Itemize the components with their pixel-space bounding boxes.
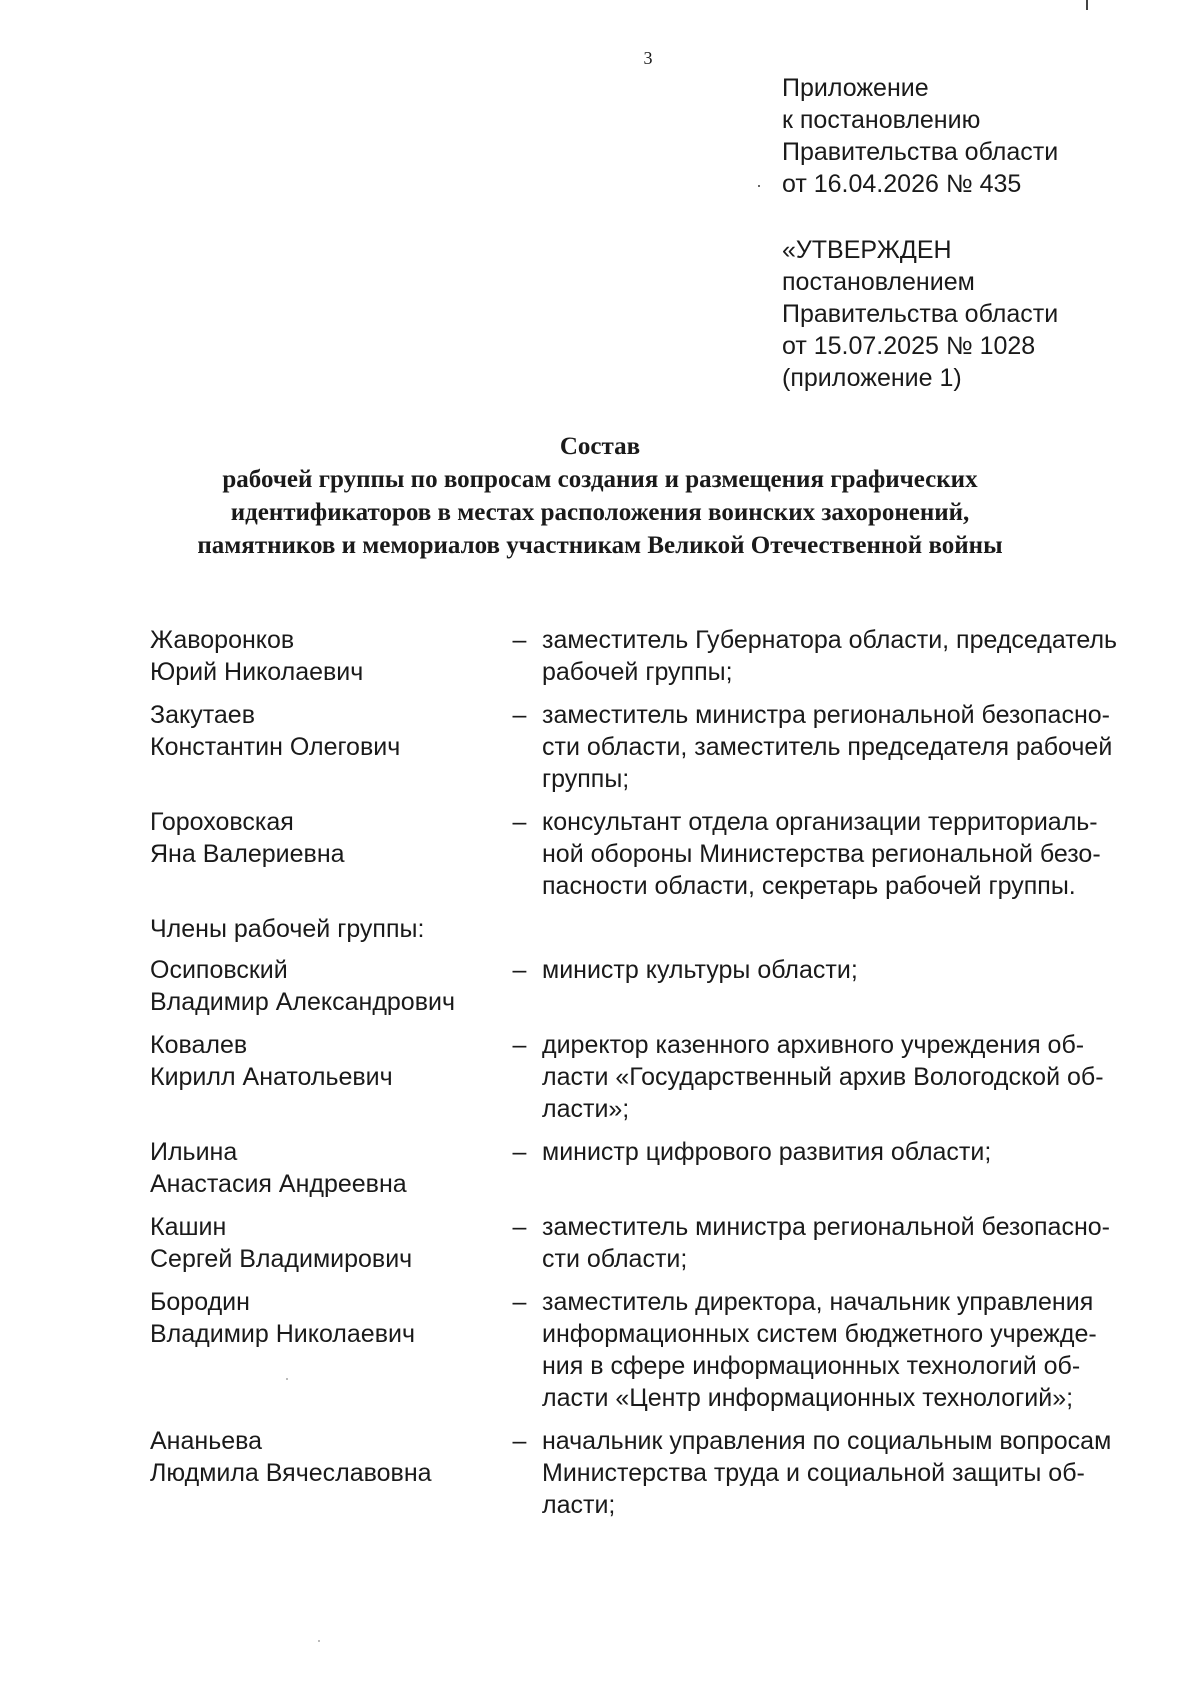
roster-entry	[150, 1136, 1140, 1200]
member-role: директор казенного архивного учреждения об- ласти «Государственный архив Вологодской об- ласти»;	[542, 1031, 1104, 1123]
annex-line: Приложение	[782, 74, 929, 102]
title-line: рабочей группы по вопросам создания и размещения графических	[222, 466, 978, 493]
dash-separator	[505, 699, 534, 731]
annex-line: к постановлению	[782, 106, 981, 134]
member-given-names: Кирилл Анатольевич	[150, 1063, 393, 1091]
member-role: начальник управления по социальным вопросам Министерства труда и социальной защиты об- ласти;	[542, 1427, 1112, 1519]
member-role: заместитель директора, начальник управления информационных систем бюджетного учрежде- ния в сфере информационных технологий об- ласти «Центр информационных технологий»;	[542, 1288, 1097, 1412]
approval-line: (приложение 1)	[782, 364, 962, 392]
dash-separator	[505, 1286, 534, 1318]
dash-separator	[505, 1029, 534, 1061]
member-surname: Ильина	[150, 1138, 238, 1166]
approval-line: «УТВЕРЖДЕН	[782, 236, 952, 264]
roster-entry	[150, 954, 1140, 1018]
page-number: 3	[643, 48, 653, 68]
member-given-names: Анастасия Андреевна	[150, 1170, 407, 1198]
approval-line: от 15.07.2025 № 1028	[782, 332, 1036, 360]
scan-artifact-dot	[318, 1640, 320, 1642]
working-group-roster	[150, 624, 1140, 1532]
scan-artifact-dot	[758, 185, 760, 187]
document-title	[0, 430, 1200, 562]
member-role: министр цифрового развития области;	[542, 1138, 992, 1166]
member-name	[150, 954, 505, 1018]
roster-entry	[150, 1211, 1140, 1275]
scan-corner-mark	[1086, 0, 1088, 10]
member-role: заместитель министра региональной безопасно- сти области, заместитель председателя рабочей группы;	[542, 701, 1113, 793]
title-line: идентификаторов в местах расположения воинских захоронений,	[230, 499, 970, 526]
approval-line: постановлением	[782, 268, 975, 296]
annex-line: от 16.04.2026 № 435	[782, 170, 1022, 198]
title-line: памятников и мемориалов участникам Великой Отечественной войны	[197, 532, 1003, 559]
dash-separator	[505, 1211, 534, 1243]
dash-separator	[505, 1425, 534, 1457]
member-surname: Закутаев	[150, 701, 255, 729]
member-name	[150, 1286, 505, 1350]
members-section-heading: Члены рабочей группы:	[150, 915, 425, 943]
member-given-names: Сергей Владимирович	[150, 1245, 413, 1273]
dash-separator	[505, 806, 534, 838]
member-surname: Гороховская	[150, 808, 294, 836]
member-surname: Ковалев	[150, 1031, 248, 1059]
member-given-names: Яна Валериевна	[150, 840, 345, 868]
member-given-names: Владимир Николаевич	[150, 1320, 415, 1348]
member-name	[150, 1029, 505, 1093]
approval-stamp-block	[782, 234, 1058, 394]
roster-entry	[150, 1286, 1140, 1414]
member-surname: Бородин	[150, 1288, 250, 1316]
member-name	[150, 624, 505, 688]
member-role: заместитель министра региональной безопасно- сти области;	[542, 1213, 1110, 1273]
dash-separator	[505, 954, 534, 986]
roster-entry	[150, 1029, 1140, 1125]
member-name	[150, 1425, 505, 1489]
member-surname: Жаворонков	[150, 626, 295, 654]
member-given-names: Владимир Александрович	[150, 988, 455, 1016]
roster-entry-chair	[150, 624, 1140, 688]
member-surname: Кашин	[150, 1213, 227, 1241]
member-surname: Осиповский	[150, 956, 288, 984]
member-given-names: Людмила Вячеславовна	[150, 1459, 432, 1487]
annex-line: Правительства области	[782, 138, 1059, 166]
member-surname: Ананьева	[150, 1427, 263, 1455]
roster-entry-secretary	[150, 806, 1140, 902]
member-given-names: Юрий Николаевич	[150, 658, 364, 686]
member-role: министр культуры области;	[542, 956, 858, 984]
member-role: консультант отдела организации территориаль- ной обороны Министерства региональной безо- пасности области, секретарь рабочей группы.	[542, 808, 1101, 900]
member-name	[150, 1211, 505, 1275]
member-name	[150, 699, 505, 763]
dash-separator	[505, 1136, 534, 1168]
member-name	[150, 806, 505, 870]
title-heading: Состав	[559, 433, 641, 460]
roster-entry	[150, 1425, 1140, 1521]
dash-separator	[505, 624, 534, 656]
member-name	[150, 1136, 505, 1200]
roster-entry-deputy-chair	[150, 699, 1140, 795]
member-given-names: Константин Олегович	[150, 733, 401, 761]
annex-reference-block	[782, 72, 1058, 200]
approval-line: Правительства области	[782, 300, 1059, 328]
member-role: заместитель Губернатора области, председатель рабочей группы;	[542, 626, 1118, 686]
